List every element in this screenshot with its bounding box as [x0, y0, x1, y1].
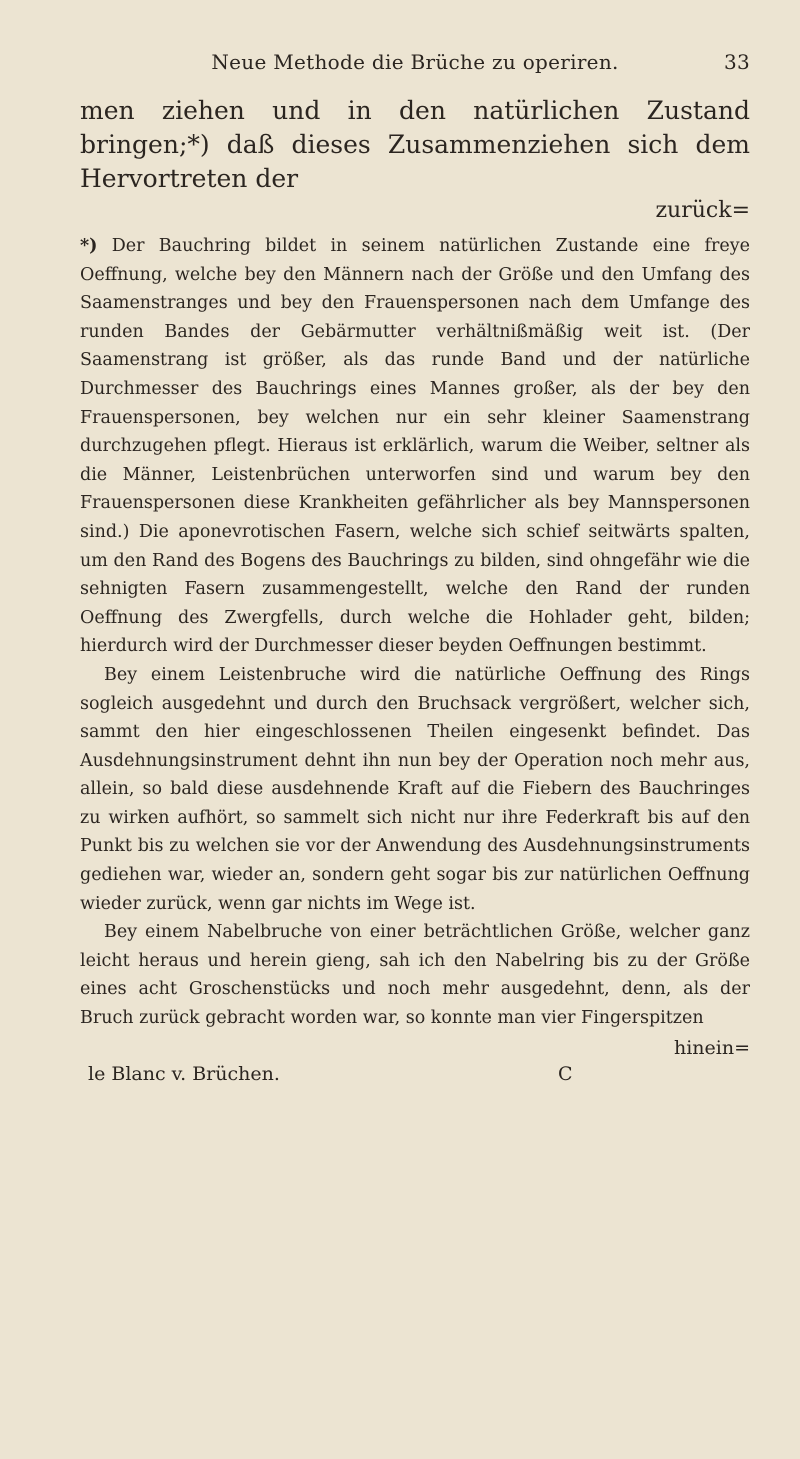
running-head — [80, 50, 750, 84]
running-head-title: Neue Methode die Brüche zu operiren. — [211, 50, 619, 74]
main-text-paragraph: men ziehen und in den natürlichen Zustand bringen;*) daß dieses Zusammenziehen sich dem Hervortreten der — [80, 96, 750, 193]
signature-line — [80, 1063, 750, 1093]
footnote-paragraph-1 — [80, 232, 750, 661]
footnote-paragraph-3: Bey einem Nabelbruche von einer beträchtlichen Größe, welcher ganz leicht heraus und herein gieng, sah ich den Nabelring bis zu der Größe eines acht Groschenstücks und noch mehr ausgedehnt, denn, als der Bruch zurück gebracht worden war, so konnte man vier Fingerspitzen — [80, 922, 750, 1029]
footnote-paragraph-1-text: Der Bauchring bildet in seinem natürlichen Zustande eine freye Oeffnung, welche bey den Männern nach der Größe und den Umfang des Saamenstranges und bey den Frauenspersonen nach dem Umfange des runden Bandes der Gebärmutter verhältnißmäßig weit ist. (Der Saamenstrang ist größer, als das runde Band und der natürliche Durchmesser des Bauchrings eines Mannes großer, als der bey den Frauenspersonen, bey welchen nur ein sehr kleiner Saamenstrang durchzugehen pflegt. Hieraus ist erklärlich, warum die Weiber, seltner als die Männer, Leistenbrüchen unterworfen sind und warum bey den Frauenspersonen diese Krankheiten gefährlicher als bey Mannspersonen sind.) Die aponevrotischen Fasern, welche sich schief seitwärts spalten, um den Rand des Bogens des Bauchrings zu bilden, sind ohngefähr wie die sehnigten Fasern zusammengestellt, welche den Rand der runden Oeffnung des Zwergfells, durch welche die Hohlader geht, bilden; hierdurch wird der Durchmesser dieser beyden Oeffnungen bestimmt. — [80, 236, 750, 657]
footnote-catchword: hinein= — [673, 1036, 750, 1059]
main-catchword: zurück= — [655, 198, 750, 223]
signature-mark: C — [558, 1062, 573, 1085]
footnote-paragraph-2: Bey einem Leistenbruche wird die natürliche Oeffnung des Rings sogleich ausgedehnt und durch den Bruchsack vergrößert, welcher sich, sammt den hier eingeschlossenen Theilen eingesenkt befindet. Das Ausdehnungsinstrument dehnt ihn nun bey der Operation noch mehr aus, allein, so bald diese ausdehnende Kraft auf die Fiebern des Bauchringes zu wirken aufhört, so sammelt sich nicht nur ihre Federkraft bis auf den Punkt bis zu welchen sie vor der Anwendung des Ausdehnungsinstruments gediehen war, wieder an, sondern geht sogar bis zur natürlichen Oeffnung wieder zurück, wenn gar nichts im Wege ist. — [80, 664, 750, 914]
signature-text: le Blanc v. Brüchen. — [88, 1062, 280, 1085]
main-text — [80, 94, 750, 226]
footnote — [80, 232, 750, 1033]
page-number: 33 — [723, 50, 750, 74]
footnote-marker: *) — [80, 236, 98, 256]
